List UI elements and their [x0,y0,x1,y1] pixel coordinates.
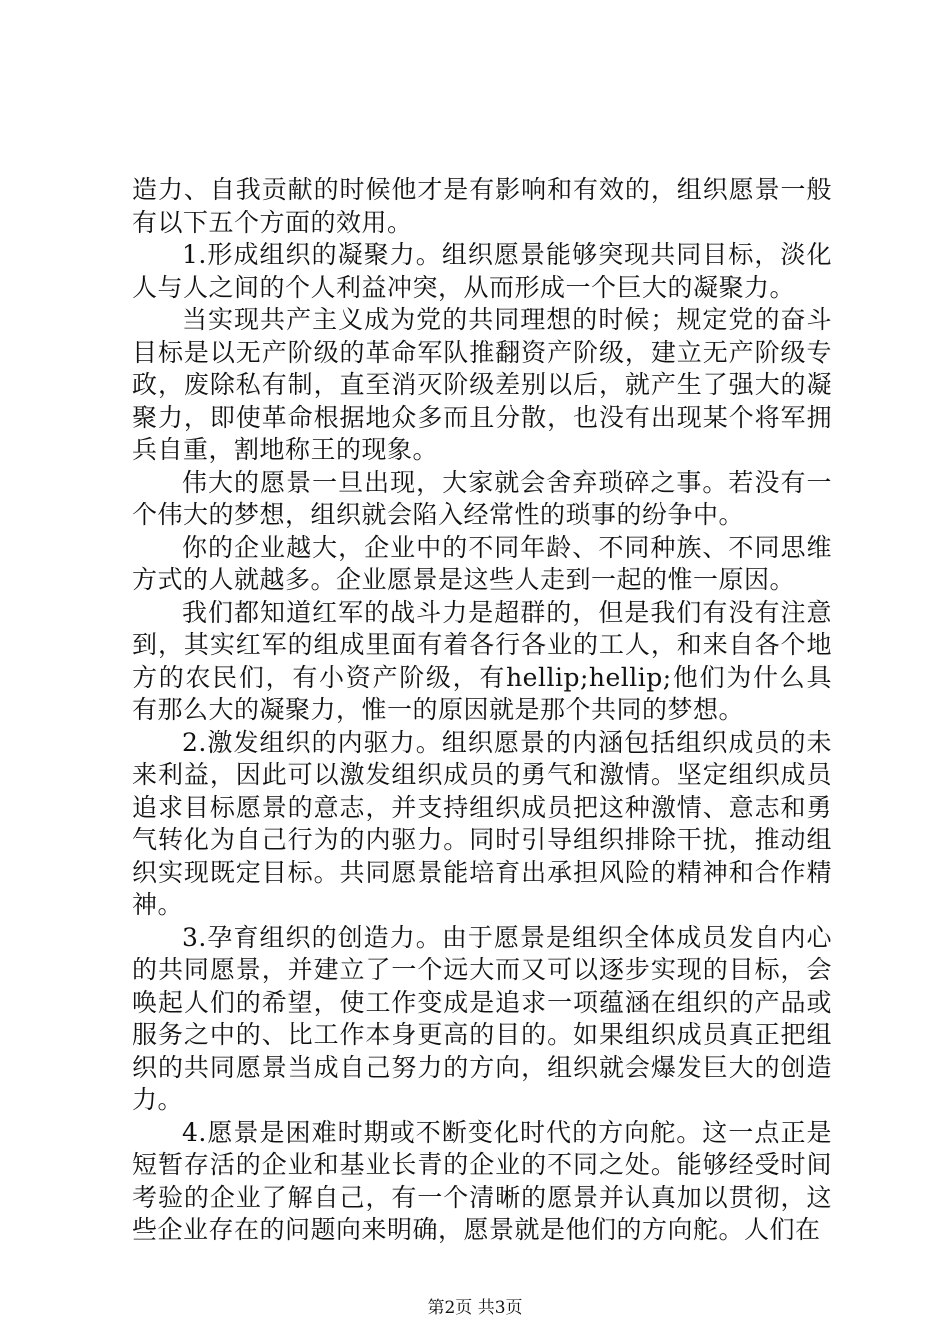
page-number-footer: 第2页 共3页 [427,1298,523,1318]
paragraph: 你的企业越大，企业中的不同年龄、不同种族、不同思维方式的人就越多。企业愿景是这些人走到一起的惟一原因。 [132,532,832,594]
paragraph: 造力、自我贡献的时候他才是有影响和有效的，组织愿景一般有以下五个方面的效用。 [132,175,832,237]
paragraph: 2.激发组织的内驱力。组织愿景的内涵包括组织成员的未来利益，因此可以激发组织成员的勇气和激情。坚定组织成员追求目标愿景的意志，并支持组织成员把这种激情、意志和勇气转化为自己行为的内驱力。同时引导组织排除干扰，推动组织实现既定目标。共同愿景能培育出承担风险的精神和合作精神。 [132,727,832,919]
document-body [132,174,832,1247]
paragraph: 1.形成组织的凝聚力。组织愿景能够突现共同目标，淡化人与人之间的个人利益冲突，从而形成一个巨大的凝聚力。 [132,240,832,302]
paragraph: 我们都知道红军的战斗力是超群的，但是我们有没有注意到，其实红军的组成里面有着各行各业的工人，和来自各个地方的农民们，有小资产阶级，有hellip;hellip;他们为什么具有那么大的凝聚力，惟一的原因就是那个共同的梦想。 [132,597,832,724]
paragraph: 伟大的愿景一旦出现，大家就会舍弃琐碎之事。若没有一个伟大的梦想，组织就会陷入经常性的琐事的纷争中。 [132,467,832,529]
paragraph: 当实现共产主义成为党的共同理想的时候；规定党的奋斗目标是以无产阶级的革命军队推翻资产阶级，建立无产阶级专政，废除私有制，直至消灭阶级差别以后，就产生了强大的凝聚力，即使革命根据地众多而且分散，也没有出现某个将军拥兵自重，割地称王的现象。 [132,305,832,464]
paragraph: 4.愿景是困难时期或不断变化时代的方向舵。这一点正是短暂存活的企业和基业长青的企业的不同之处。能够经受时间考验的企业了解自己，有一个清晰的愿景并认真加以贯彻，这些企业存在的问题向来明确，愿景就是他们的方向舵。人们在 [132,1117,832,1244]
paragraph: 3.孕育组织的创造力。由于愿景是组织全体成员发自内心的共同愿景，并建立了一个远大而又可以逐步实现的目标，会唤起人们的希望，使工作变成是追求一项蕴涵在组织的产品或服务之中的、比工作本身更高的目的。如果组织成员真正把组织的共同愿景当成自己努力的方向，组织就会爆发巨大的创造力。 [132,922,832,1114]
